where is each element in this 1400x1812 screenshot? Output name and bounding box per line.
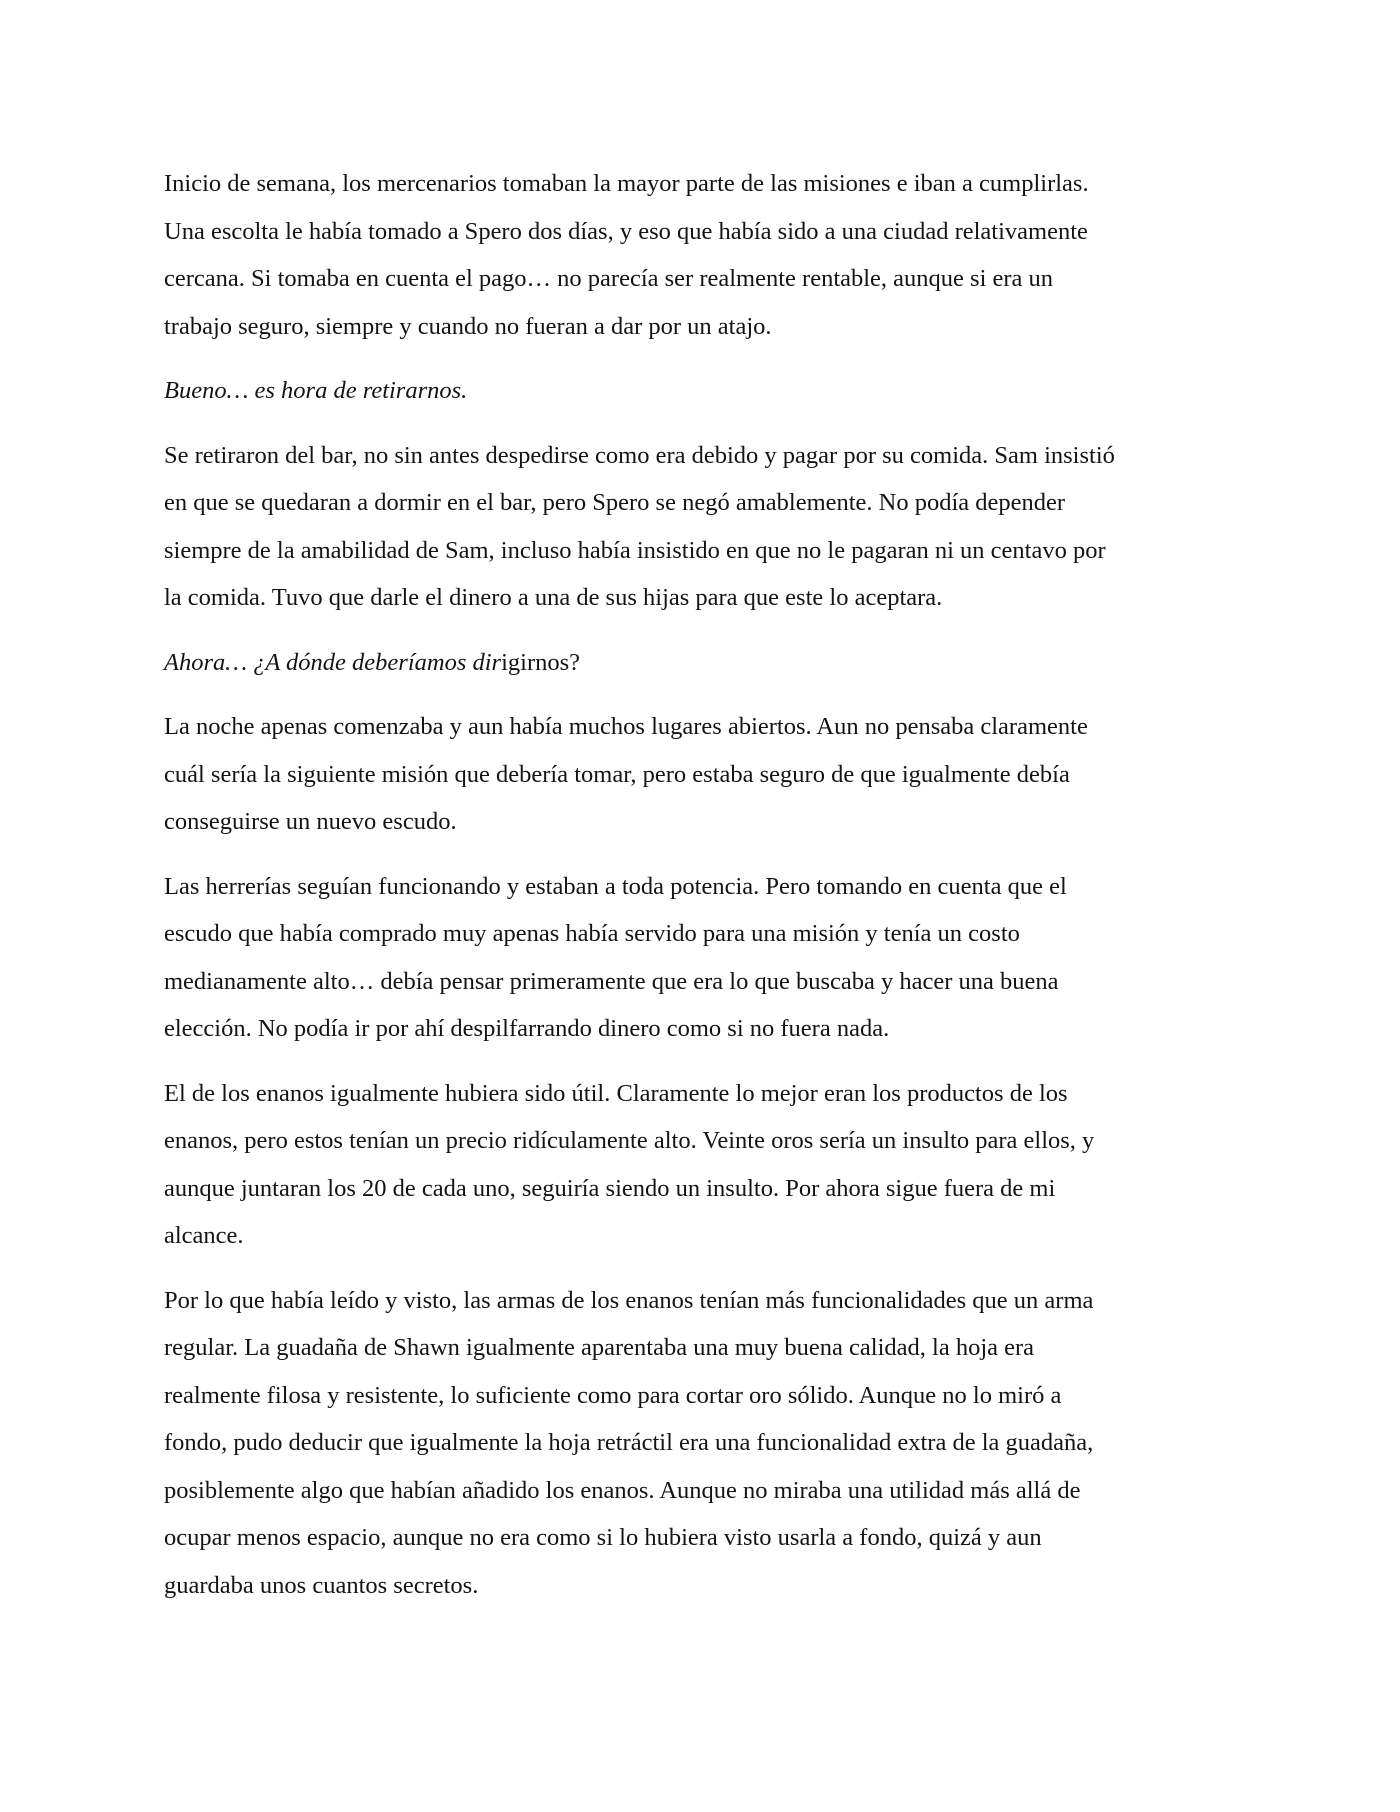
thought-italic-text: Ahora… ¿A dónde deberíamos dir — [164, 648, 502, 676]
paragraph-2 — [164, 432, 1244, 622]
text-line: elección. No podía ir por ahí despilfarrando dinero como si no fuera nada. — [164, 1015, 890, 1042]
text-line: cercana. Si tomaba en cuenta el pago… no parecía ser realmente rentable, aunque si era un — [164, 265, 1054, 292]
document-body — [164, 160, 1244, 1626]
text-line: Una escolta le había tomado a Spero dos días, y eso que había sido a una ciudad relativamente — [164, 217, 1088, 245]
text-line: enanos, pero estos tenían un precio ridículamente alto. Veinte oros sería un insulto para ellos, y — [164, 1127, 1095, 1154]
text-line: siempre de la amabilidad de Sam, incluso había insistido en que no le pagaran ni un centavo por — [164, 536, 1106, 564]
text-line: escudo que había comprado muy apenas había servido para una misión y tenía un costo — [164, 920, 1020, 947]
text-line: Las herrerías seguían funcionando y estaban a toda potencia. Pero tomando en cuenta que el — [164, 872, 1067, 900]
text-line: Se retiraron del bar, no sin antes despedirse como era debido y pagar por su comida. Sam insistió — [164, 441, 1115, 469]
text-line: en que se quedaran a dormir en el bar, pero Spero se negó amablemente. No podía depender — [164, 489, 1066, 516]
text-line: conseguirse un nuevo escudo. — [164, 808, 457, 835]
paragraph-6 — [164, 1277, 1244, 1610]
inner-thought-1 — [164, 367, 1244, 415]
text-line: la comida. Tuvo que darle el dinero a una de sus hijas para que este lo aceptara. — [164, 584, 943, 611]
text-line: regular. La guadaña de Shawn igualmente aparentaba una muy buena calidad, la hoja era — [164, 1334, 1035, 1361]
text-line: ocupar menos espacio, aunque no era como si lo hubiera visto usarla a fondo, quizá y aun — [164, 1524, 1042, 1551]
text-line: fondo, pudo deducir que igualmente la hoja retráctil era una funcionalidad extra de la guadaña, — [164, 1429, 1094, 1456]
text-line: Por lo que había leído y visto, las armas de los enanos tenían más funcionalidades que un arma — [164, 1286, 1094, 1314]
text-line: cuál sería la siguiente misión que debería tomar, pero estaba seguro de que igualmente debía — [164, 760, 1070, 788]
text-line: aunque juntaran los 20 de cada uno, seguiría siendo un insulto. Por ahora sigue fuera de mi — [164, 1174, 1056, 1202]
text-line — [164, 639, 1244, 687]
text-line: Inicio de semana, los mercenarios tomaban la mayor parte de las misiones e iban a cumplirlas. — [164, 170, 1089, 197]
text-line: medianamente alto… debía pensar primeramente que era lo que buscaba y hacer una buena — [164, 967, 1059, 995]
text-line: posiblemente algo que habían añadido los enanos. Aunque no miraba una utilidad más allá de — [164, 1476, 1081, 1504]
text-line: trabajo seguro, siempre y cuando no fueran a dar por un atajo. — [164, 312, 772, 340]
paragraph-4 — [164, 863, 1244, 1053]
text-line: guardaba unos cuantos secretos. — [164, 1571, 479, 1599]
text-line: realmente filosa y resistente, lo suficiente como para cortar oro sólido. Aunque no lo miró a — [164, 1381, 1062, 1409]
text-line: La noche apenas comenzaba y aun había muchos lugares abiertos. Aun no pensaba claramente — [164, 713, 1088, 740]
thought-roman-text: igirnos? — [501, 648, 581, 676]
paragraph-1 — [164, 160, 1244, 350]
text-line: El de los enanos igualmente hubiera sido útil. Claramente lo mejor eran los productos de los — [164, 1079, 1068, 1107]
text-line: alcance. — [164, 1222, 244, 1249]
paragraph-3 — [164, 703, 1244, 846]
inner-thought-2 — [164, 639, 1244, 687]
text-line: Bueno… es hora de retirarnos. — [164, 377, 468, 404]
paragraph-5 — [164, 1070, 1244, 1260]
